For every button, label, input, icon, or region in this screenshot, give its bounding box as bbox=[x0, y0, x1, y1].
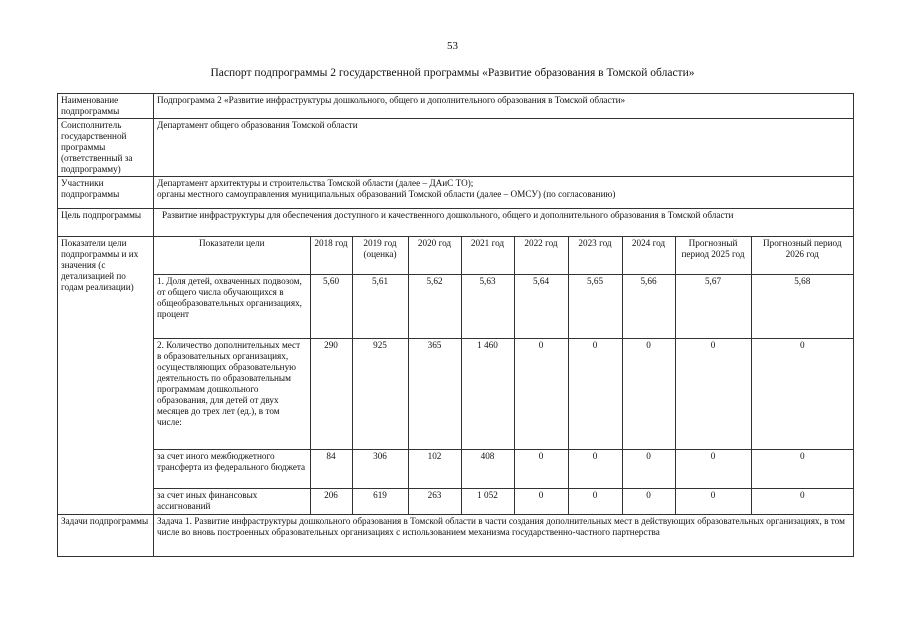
indicator-name: за счет иного межбюджетного трансферта из федерального бюджета bbox=[154, 449, 310, 488]
indicator-value: 5,65 bbox=[568, 274, 622, 338]
row-tasks bbox=[58, 515, 854, 557]
indicator-value: 5,68 bbox=[751, 274, 853, 338]
indicator-value: 0 bbox=[675, 449, 751, 488]
row-indicators bbox=[58, 237, 854, 515]
indicator-value: 0 bbox=[622, 488, 675, 514]
header-cell: 2021 год bbox=[461, 237, 514, 274]
participants-line-2: органы местного самоуправления муниципальных образований Томской области (далее – ОМСУ) (по согласованию) bbox=[157, 189, 616, 199]
header-cell: 2019 год (оценка) bbox=[352, 237, 408, 274]
indicators-header-row bbox=[154, 237, 853, 274]
header-cell: 2024 год bbox=[622, 237, 675, 274]
row-goal bbox=[58, 209, 854, 237]
row-value bbox=[154, 177, 854, 209]
table-row bbox=[154, 338, 853, 449]
indicator-name: 2. Количество дополнительных мест в образовательных организациях, осуществляющих образовательную деятельность по образовательным программам дошкольного образования, для детей от двух месяцев до трех лет (ед.), в том числе: bbox=[154, 338, 310, 449]
row-value: Подпрограмма 2 «Развитие инфраструктуры дошкольного, общего и дополнительного образования в Томской области» bbox=[154, 94, 854, 119]
indicator-value: 5,61 bbox=[352, 274, 408, 338]
row-label: Цель подпрограммы bbox=[58, 209, 154, 237]
indicator-value: 365 bbox=[408, 338, 461, 449]
header-cell: 2023 год bbox=[568, 237, 622, 274]
indicator-value: 5,64 bbox=[514, 274, 568, 338]
indicator-value: 206 bbox=[310, 488, 352, 514]
indicator-value: 5,67 bbox=[675, 274, 751, 338]
indicator-value: 0 bbox=[622, 449, 675, 488]
indicator-value: 0 bbox=[751, 488, 853, 514]
indicator-value: 0 bbox=[514, 488, 568, 514]
header-cell: 2018 год bbox=[310, 237, 352, 274]
indicator-value: 0 bbox=[568, 449, 622, 488]
table-row bbox=[154, 274, 853, 338]
header-cell: Прогнозный период 2026 год bbox=[751, 237, 853, 274]
participants-line-1: Департамент архитектуры и строительства Томской области (далее – ДАиС ТО); bbox=[157, 178, 474, 188]
indicator-value: 5,60 bbox=[310, 274, 352, 338]
indicator-value: 0 bbox=[568, 338, 622, 449]
indicator-value: 0 bbox=[514, 338, 568, 449]
indicator-value: 1 460 bbox=[461, 338, 514, 449]
row-label: Соисполнитель государственной программы (ответственный за подпрограмму) bbox=[58, 119, 154, 177]
row-label: Участники подпрограммы bbox=[58, 177, 154, 209]
row-participants bbox=[58, 177, 854, 209]
indicator-value: 5,63 bbox=[461, 274, 514, 338]
indicator-value: 5,66 bbox=[622, 274, 675, 338]
indicators-cell bbox=[154, 237, 854, 515]
indicator-value: 0 bbox=[751, 338, 853, 449]
indicator-value: 619 bbox=[352, 488, 408, 514]
row-label: Задачи подпрограммы bbox=[58, 515, 154, 557]
indicator-value: 0 bbox=[514, 449, 568, 488]
passport-table bbox=[57, 93, 854, 557]
row-coexecutor bbox=[58, 119, 854, 177]
indicator-value: 102 bbox=[408, 449, 461, 488]
row-value: Задача 1. Развитие инфраструктуры дошкольного образования в Томской области в части создания дополнительных мест в действующих образовательных организациях, в том числе во вновь построенных образовательных организациях с использованием механизма государственно-частного партнерства bbox=[154, 515, 854, 557]
indicator-value: 925 bbox=[352, 338, 408, 449]
indicator-value: 408 bbox=[461, 449, 514, 488]
indicator-value: 0 bbox=[675, 338, 751, 449]
row-value: Департамент общего образования Томской области bbox=[154, 119, 854, 177]
indicator-value: 0 bbox=[622, 338, 675, 449]
row-name bbox=[58, 94, 854, 119]
indicator-value: 0 bbox=[751, 449, 853, 488]
indicator-value: 0 bbox=[568, 488, 622, 514]
indicator-value: 1 052 bbox=[461, 488, 514, 514]
indicator-value: 263 bbox=[408, 488, 461, 514]
header-cell: 2020 год bbox=[408, 237, 461, 274]
indicator-name: за счет иных финансовых ассигнований bbox=[154, 488, 310, 514]
table-row bbox=[154, 488, 853, 514]
row-value: Развитие инфраструктуры для обеспечения доступного и качественного дошкольного, общего и дополнительного образования в Томской области bbox=[154, 209, 854, 237]
page-number: 53 bbox=[447, 40, 458, 52]
table-row bbox=[154, 449, 853, 488]
indicator-value: 84 bbox=[310, 449, 352, 488]
indicator-value: 290 bbox=[310, 338, 352, 449]
header-cell: Прогнозный период 2025 год bbox=[675, 237, 751, 274]
indicators-table bbox=[154, 237, 853, 514]
indicator-name: 1. Доля детей, охваченных подвозом, от общего числа обучающихся в общеобразовательных организациях, процент bbox=[154, 274, 310, 338]
header-cell: Показатели цели bbox=[154, 237, 310, 274]
header-cell: 2022 год bbox=[514, 237, 568, 274]
document-title: Паспорт подпрограммы 2 государственной программы «Развитие образования в Томской области» bbox=[210, 67, 695, 79]
indicator-value: 0 bbox=[675, 488, 751, 514]
indicator-value: 306 bbox=[352, 449, 408, 488]
indicator-value: 5,62 bbox=[408, 274, 461, 338]
row-label: Показатели цели подпрограммы и их значения (с детализацией по годам реализации) bbox=[58, 237, 154, 515]
row-label: Наименование подпрограммы bbox=[58, 94, 154, 119]
